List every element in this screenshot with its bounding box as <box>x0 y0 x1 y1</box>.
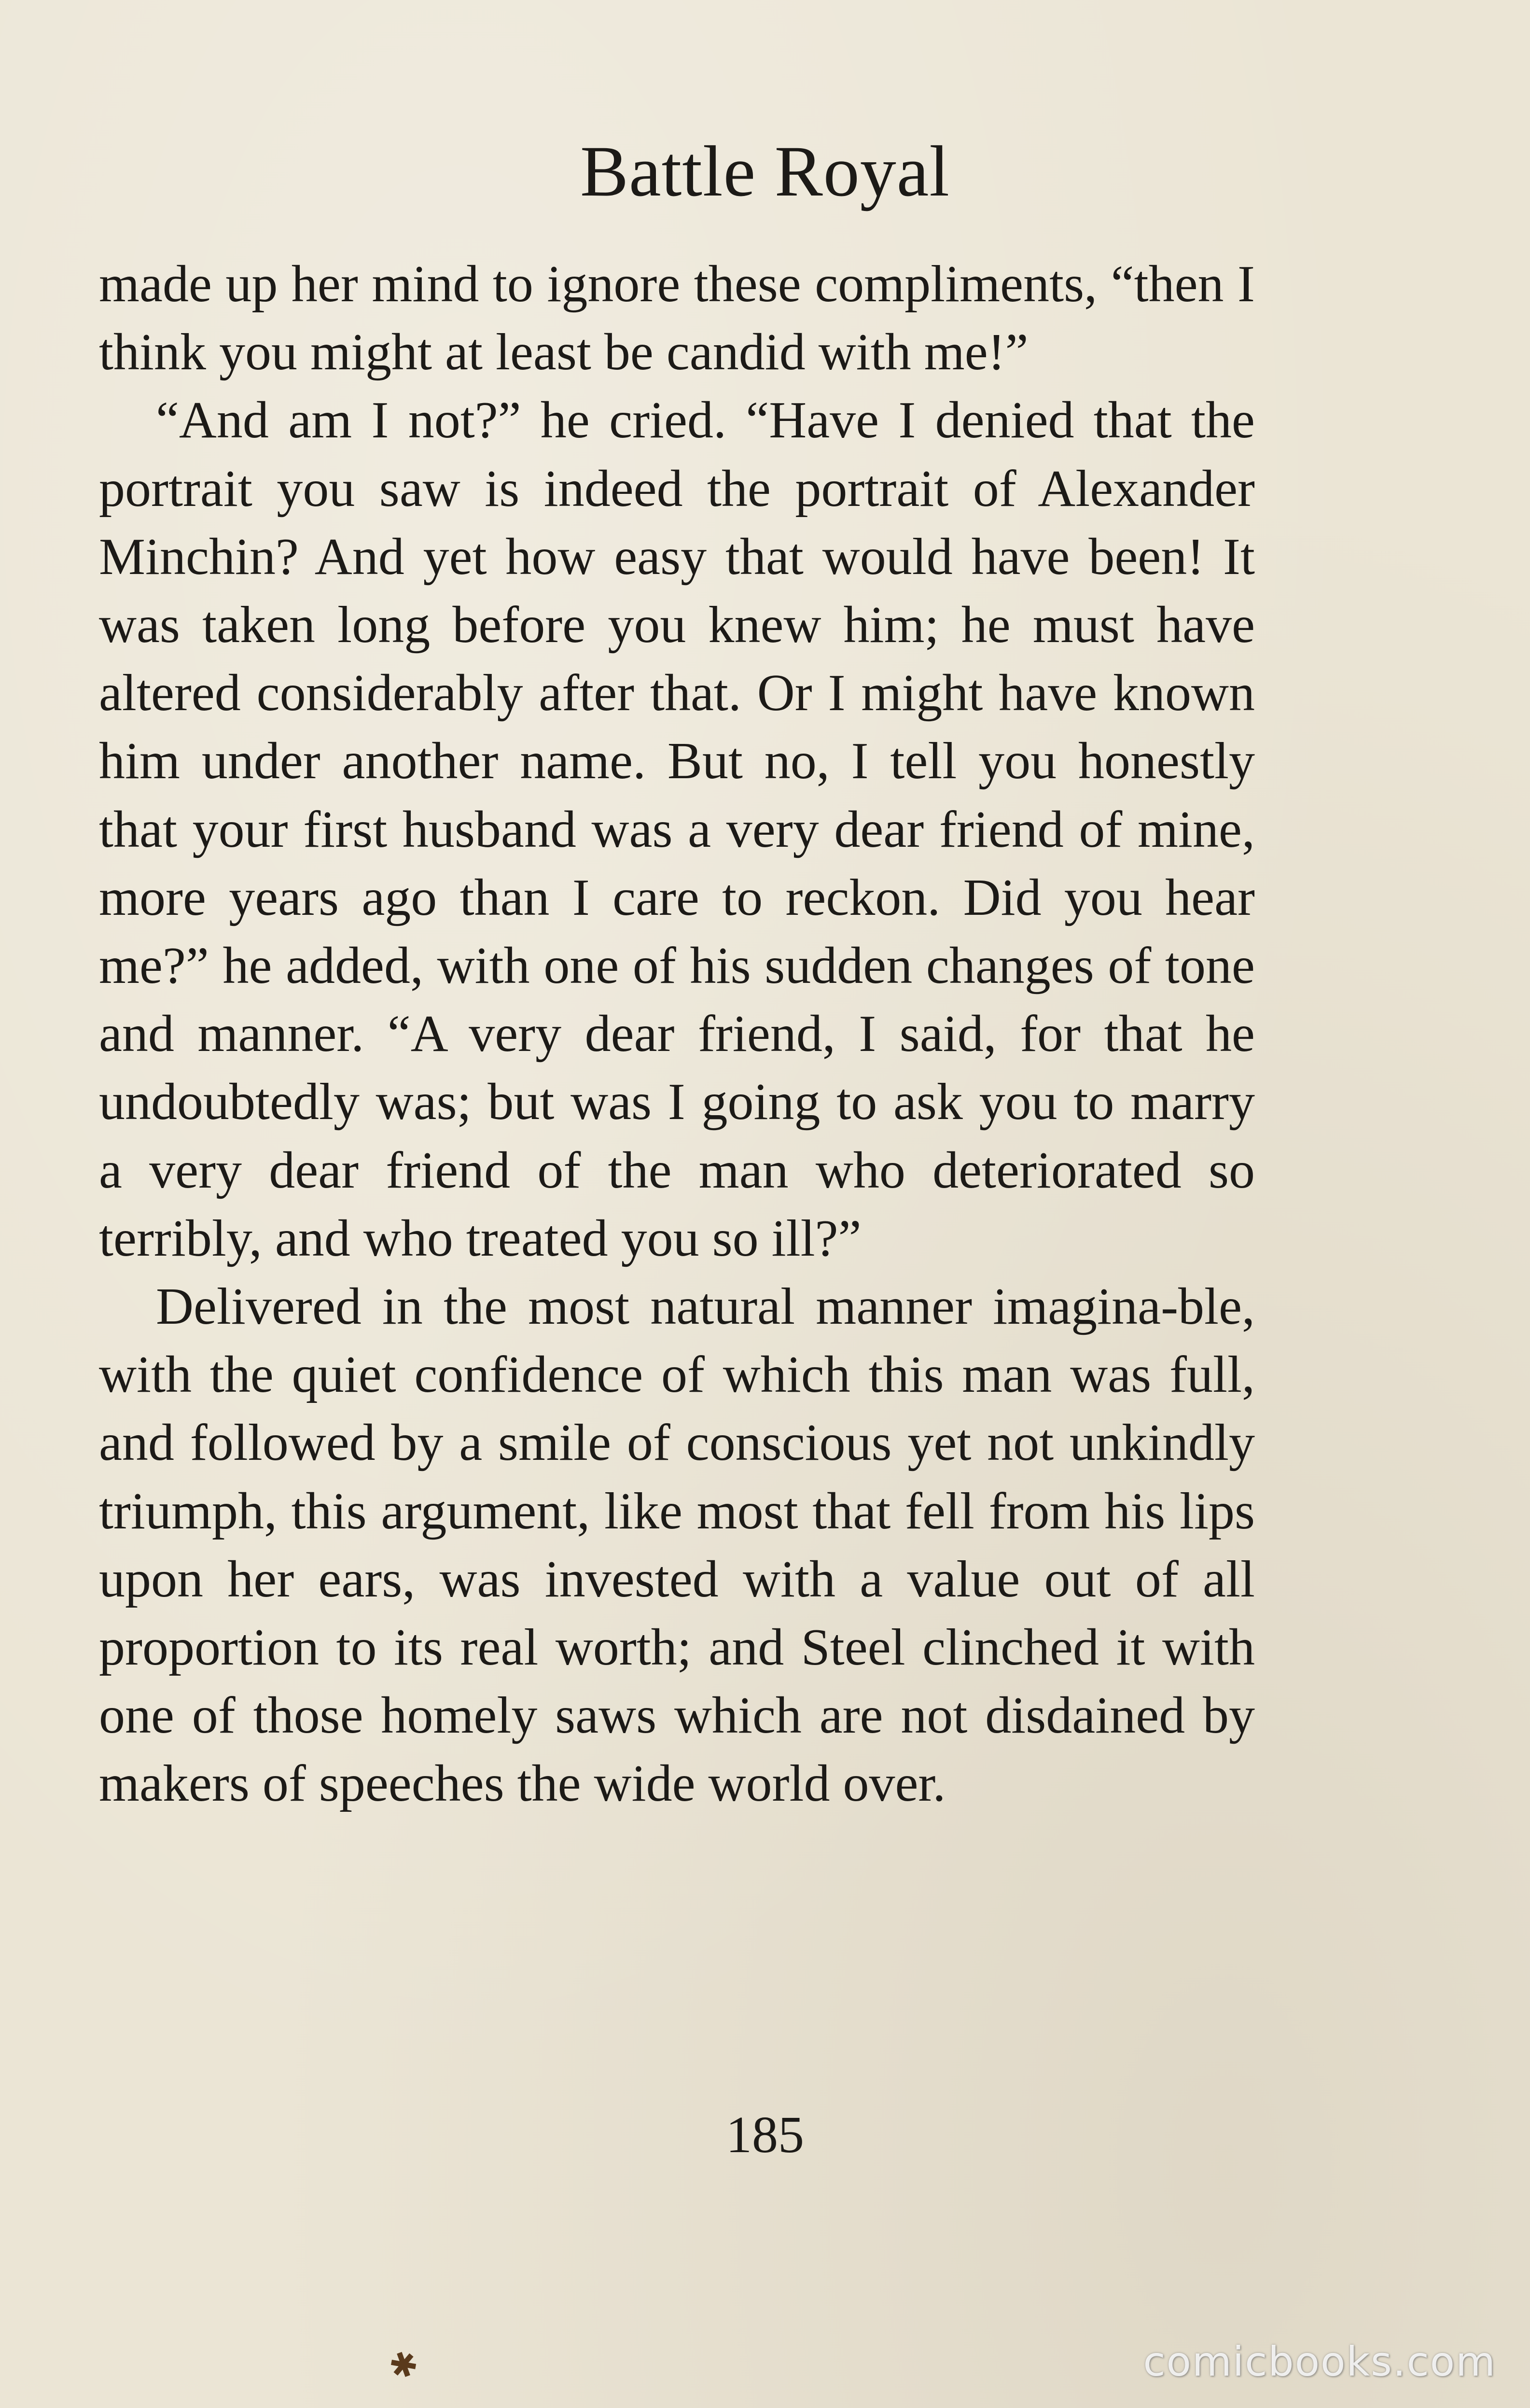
page-number: 185 <box>726 2106 804 2164</box>
body-text <box>99 250 1255 1818</box>
ink-blot-icon: ✱ <box>384 2343 424 2388</box>
paragraph-3: Delivered in the most natural manner imagina-ble, with the quiet confidence of which this man was full, and followed by a smile of conscious yet not unkindly triumph, this argument, like most that fell from his lips upon her ears, was invested with a value out of all proportion to its real worth; and Steel clinched it with one of those homely saws which are not disdained by makers of speeches the wide world over. <box>99 1278 1255 1813</box>
watermark: comicbooks.com <box>1143 2338 1496 2385</box>
paragraph-2: “And am I not?” he cried. “Have I denied that the portrait you saw is indeed the portrait of Alexander Minchin? And yet how easy that would have been! It was taken long before you knew him; he must have altered considerably after that. Or I might have known him under another name. But no, I tell you honestly that your first husband was a very dear friend of mine, more years ago than I care to reckon. Did you hear me?” he added, with one of his sudden changes of tone and manner. “A very dear friend, I said, for that he undoubtedly was; but was I going to ask you to marry a very dear friend of the man who deteriorated so terribly, and who treated you so ill?” <box>99 392 1255 1267</box>
running-head: Battle Royal <box>580 131 950 211</box>
paragraph-1: made up her mind to ignore these compliments, “then I think you might at least be candid with me!” <box>99 255 1255 381</box>
